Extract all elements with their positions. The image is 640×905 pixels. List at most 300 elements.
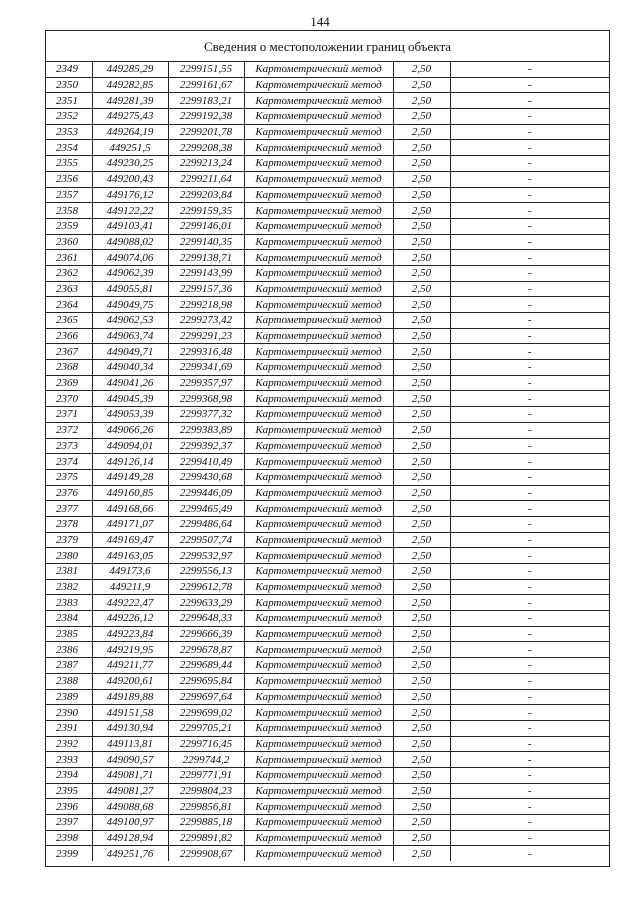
description-cell: - — [450, 454, 609, 470]
method-cell: Картометрический метод — [244, 564, 393, 580]
accuracy-cell: 2,50 — [393, 62, 450, 77]
accuracy-cell: 2,50 — [393, 124, 450, 140]
y-coordinate-cell: 2299140,35 — [168, 234, 244, 250]
y-coordinate-cell: 2299689,44 — [168, 658, 244, 674]
x-coordinate-cell: 449074,06 — [92, 250, 168, 266]
point-number-cell: 2387 — [46, 658, 92, 674]
table-row — [46, 752, 609, 768]
x-coordinate-cell: 449223,84 — [92, 626, 168, 642]
y-coordinate-cell: 2299291,23 — [168, 328, 244, 344]
table-row — [46, 720, 609, 736]
x-coordinate-cell: 449173,6 — [92, 564, 168, 580]
y-coordinate-cell: 2299203,84 — [168, 187, 244, 203]
point-number-cell: 2370 — [46, 391, 92, 407]
accuracy-cell: 2,50 — [393, 438, 450, 454]
table-row — [46, 375, 609, 391]
method-cell: Картометрический метод — [244, 93, 393, 109]
description-cell: - — [450, 281, 609, 297]
description-cell: - — [450, 579, 609, 595]
description-cell: - — [450, 265, 609, 281]
description-cell: - — [450, 140, 609, 156]
table-row — [46, 250, 609, 266]
method-cell: Картометрический метод — [244, 422, 393, 438]
table-row — [46, 422, 609, 438]
accuracy-cell: 2,50 — [393, 501, 450, 517]
y-coordinate-cell: 2299486,64 — [168, 516, 244, 532]
description-cell: - — [450, 344, 609, 360]
method-cell: Картометрический метод — [244, 548, 393, 564]
description-cell: - — [450, 360, 609, 376]
table-row — [46, 485, 609, 501]
method-cell: Картометрический метод — [244, 642, 393, 658]
x-coordinate-cell: 449168,66 — [92, 501, 168, 517]
y-coordinate-cell: 2299146,01 — [168, 218, 244, 234]
accuracy-cell: 2,50 — [393, 297, 450, 313]
table-row — [46, 328, 609, 344]
table-row — [46, 501, 609, 517]
method-cell: Картометрический метод — [244, 360, 393, 376]
point-number-cell: 2349 — [46, 62, 92, 77]
point-number-cell: 2355 — [46, 156, 92, 172]
y-coordinate-cell: 2299213,24 — [168, 156, 244, 172]
y-coordinate-cell: 2299383,89 — [168, 422, 244, 438]
accuracy-cell: 2,50 — [393, 171, 450, 187]
accuracy-cell: 2,50 — [393, 595, 450, 611]
y-coordinate-cell: 2299192,38 — [168, 109, 244, 125]
x-coordinate-cell: 449163,05 — [92, 548, 168, 564]
method-cell: Картометрический метод — [244, 234, 393, 250]
table-row — [46, 438, 609, 454]
point-number-cell: 2369 — [46, 375, 92, 391]
y-coordinate-cell: 2299695,84 — [168, 673, 244, 689]
method-cell: Картометрический метод — [244, 250, 393, 266]
method-cell: Картометрический метод — [244, 532, 393, 548]
description-cell: - — [450, 815, 609, 831]
method-cell: Картометрический метод — [244, 658, 393, 674]
point-number-cell: 2389 — [46, 689, 92, 705]
x-coordinate-cell: 449130,94 — [92, 720, 168, 736]
y-coordinate-cell: 2299446,09 — [168, 485, 244, 501]
table-row — [46, 344, 609, 360]
y-coordinate-cell: 2299377,32 — [168, 407, 244, 423]
x-coordinate-cell: 449088,68 — [92, 799, 168, 815]
x-coordinate-cell: 449053,39 — [92, 407, 168, 423]
description-cell: - — [450, 109, 609, 125]
table-row — [46, 62, 609, 77]
accuracy-cell: 2,50 — [393, 846, 450, 861]
table-row — [46, 705, 609, 721]
method-cell: Картометрический метод — [244, 752, 393, 768]
method-cell: Картометрический метод — [244, 815, 393, 831]
table-row — [46, 93, 609, 109]
accuracy-cell: 2,50 — [393, 218, 450, 234]
description-cell: - — [450, 203, 609, 219]
x-coordinate-cell: 449066,26 — [92, 422, 168, 438]
table-row — [46, 124, 609, 140]
x-coordinate-cell: 449081,71 — [92, 767, 168, 783]
point-number-cell: 2385 — [46, 626, 92, 642]
x-coordinate-cell: 449226,12 — [92, 611, 168, 627]
accuracy-cell: 2,50 — [393, 77, 450, 93]
point-number-cell: 2373 — [46, 438, 92, 454]
accuracy-cell: 2,50 — [393, 469, 450, 485]
x-coordinate-cell: 449040,34 — [92, 360, 168, 376]
y-coordinate-cell: 2299666,39 — [168, 626, 244, 642]
description-cell: - — [450, 516, 609, 532]
table-row — [46, 815, 609, 831]
method-cell: Картометрический метод — [244, 203, 393, 219]
table-row — [46, 516, 609, 532]
x-coordinate-cell: 449049,71 — [92, 344, 168, 360]
table-row — [46, 407, 609, 423]
method-cell: Картометрический метод — [244, 516, 393, 532]
method-cell: Картометрический метод — [244, 454, 393, 470]
accuracy-cell: 2,50 — [393, 548, 450, 564]
x-coordinate-cell: 449211,9 — [92, 579, 168, 595]
point-number-cell: 2366 — [46, 328, 92, 344]
x-coordinate-cell: 449122,22 — [92, 203, 168, 219]
page-number: 144 — [310, 14, 330, 29]
accuracy-cell: 2,50 — [393, 516, 450, 532]
method-cell: Картометрический метод — [244, 705, 393, 721]
method-cell: Картометрический метод — [244, 485, 393, 501]
method-cell: Картометрический метод — [244, 501, 393, 517]
point-number-cell: 2359 — [46, 218, 92, 234]
y-coordinate-cell: 2299341,69 — [168, 360, 244, 376]
point-number-cell: 2382 — [46, 579, 92, 595]
accuracy-cell: 2,50 — [393, 391, 450, 407]
description-cell: - — [450, 469, 609, 485]
x-coordinate-cell: 449149,28 — [92, 469, 168, 485]
method-cell: Картометрический метод — [244, 673, 393, 689]
description-cell: - — [450, 705, 609, 721]
x-coordinate-cell: 449090,57 — [92, 752, 168, 768]
point-number-cell: 2381 — [46, 564, 92, 580]
x-coordinate-cell: 449281,39 — [92, 93, 168, 109]
x-coordinate-cell: 449251,5 — [92, 140, 168, 156]
table-row — [46, 469, 609, 485]
table-row — [46, 548, 609, 564]
table-row — [46, 187, 609, 203]
point-number-cell: 2388 — [46, 673, 92, 689]
table-row — [46, 579, 609, 595]
y-coordinate-cell: 2299430,68 — [168, 469, 244, 485]
point-number-cell: 2350 — [46, 77, 92, 93]
point-number-cell: 2368 — [46, 360, 92, 376]
y-coordinate-cell: 2299648,33 — [168, 611, 244, 627]
accuracy-cell: 2,50 — [393, 720, 450, 736]
table-row — [46, 140, 609, 156]
accuracy-cell: 2,50 — [393, 313, 450, 329]
method-cell: Картометрический метод — [244, 328, 393, 344]
method-cell: Картометрический метод — [244, 297, 393, 313]
accuracy-cell: 2,50 — [393, 658, 450, 674]
x-coordinate-cell: 449041,26 — [92, 375, 168, 391]
table-row — [46, 171, 609, 187]
accuracy-cell: 2,50 — [393, 752, 450, 768]
description-cell: - — [450, 422, 609, 438]
table-row — [46, 532, 609, 548]
point-number-cell: 2399 — [46, 846, 92, 861]
accuracy-cell: 2,50 — [393, 454, 450, 470]
accuracy-cell: 2,50 — [393, 579, 450, 595]
point-number-cell: 2377 — [46, 501, 92, 517]
method-cell: Картометрический метод — [244, 124, 393, 140]
y-coordinate-cell: 2299208,38 — [168, 140, 244, 156]
accuracy-cell: 2,50 — [393, 705, 450, 721]
method-cell: Картометрический метод — [244, 846, 393, 861]
y-coordinate-cell: 2299410,49 — [168, 454, 244, 470]
coordinates-table-frame — [45, 30, 610, 867]
description-cell: - — [450, 297, 609, 313]
table-row — [46, 846, 609, 861]
accuracy-cell: 2,50 — [393, 799, 450, 815]
point-number-cell: 2374 — [46, 454, 92, 470]
description-cell: - — [450, 407, 609, 423]
y-coordinate-cell: 2299885,18 — [168, 815, 244, 831]
coordinates-table-body — [46, 62, 609, 861]
point-number-cell: 2360 — [46, 234, 92, 250]
point-number-cell: 2394 — [46, 767, 92, 783]
point-number-cell: 2358 — [46, 203, 92, 219]
accuracy-cell: 2,50 — [393, 328, 450, 344]
description-cell: - — [450, 124, 609, 140]
x-coordinate-cell: 449251,76 — [92, 846, 168, 861]
accuracy-cell: 2,50 — [393, 642, 450, 658]
y-coordinate-cell: 2299201,78 — [168, 124, 244, 140]
x-coordinate-cell: 449222,47 — [92, 595, 168, 611]
table-row — [46, 203, 609, 219]
description-cell: - — [450, 846, 609, 861]
point-number-cell: 2353 — [46, 124, 92, 140]
method-cell: Картометрический метод — [244, 281, 393, 297]
y-coordinate-cell: 2299804,23 — [168, 783, 244, 799]
description-cell: - — [450, 642, 609, 658]
table-row — [46, 736, 609, 752]
coordinates-table — [46, 62, 609, 861]
point-number-cell: 2352 — [46, 109, 92, 125]
point-number-cell: 2376 — [46, 485, 92, 501]
description-cell: - — [450, 548, 609, 564]
x-coordinate-cell: 449275,43 — [92, 109, 168, 125]
table-row — [46, 799, 609, 815]
table-row — [46, 156, 609, 172]
table-row — [46, 360, 609, 376]
x-coordinate-cell: 449160,85 — [92, 485, 168, 501]
y-coordinate-cell: 2299218,98 — [168, 297, 244, 313]
method-cell: Картометрический метод — [244, 736, 393, 752]
method-cell: Картометрический метод — [244, 109, 393, 125]
method-cell: Картометрический метод — [244, 783, 393, 799]
method-cell: Картометрический метод — [244, 830, 393, 846]
point-number-cell: 2379 — [46, 532, 92, 548]
method-cell: Картометрический метод — [244, 391, 393, 407]
x-coordinate-cell: 449200,43 — [92, 171, 168, 187]
accuracy-cell: 2,50 — [393, 360, 450, 376]
accuracy-cell: 2,50 — [393, 564, 450, 580]
description-cell: - — [450, 830, 609, 846]
description-cell: - — [450, 62, 609, 77]
accuracy-cell: 2,50 — [393, 736, 450, 752]
description-cell: - — [450, 736, 609, 752]
method-cell: Картометрический метод — [244, 626, 393, 642]
table-row — [46, 564, 609, 580]
description-cell: - — [450, 93, 609, 109]
description-cell: - — [450, 485, 609, 501]
x-coordinate-cell: 449094,01 — [92, 438, 168, 454]
accuracy-cell: 2,50 — [393, 783, 450, 799]
x-coordinate-cell: 449169,47 — [92, 532, 168, 548]
point-number-cell: 2393 — [46, 752, 92, 768]
method-cell: Картометрический метод — [244, 156, 393, 172]
description-cell: - — [450, 595, 609, 611]
point-number-cell: 2396 — [46, 799, 92, 815]
method-cell: Картометрический метод — [244, 611, 393, 627]
y-coordinate-cell: 2299532,97 — [168, 548, 244, 564]
description-cell: - — [450, 611, 609, 627]
table-row — [46, 77, 609, 93]
y-coordinate-cell: 2299161,67 — [168, 77, 244, 93]
y-coordinate-cell: 2299368,98 — [168, 391, 244, 407]
accuracy-cell: 2,50 — [393, 422, 450, 438]
description-cell: - — [450, 799, 609, 815]
point-number-cell: 2365 — [46, 313, 92, 329]
accuracy-cell: 2,50 — [393, 109, 450, 125]
method-cell: Картометрический метод — [244, 720, 393, 736]
accuracy-cell: 2,50 — [393, 485, 450, 501]
table-row — [46, 297, 609, 313]
table-row — [46, 673, 609, 689]
description-cell: - — [450, 250, 609, 266]
point-number-cell: 2391 — [46, 720, 92, 736]
method-cell: Картометрический метод — [244, 689, 393, 705]
x-coordinate-cell: 449055,81 — [92, 281, 168, 297]
point-number-cell: 2395 — [46, 783, 92, 799]
description-cell: - — [450, 532, 609, 548]
y-coordinate-cell: 2299151,55 — [168, 62, 244, 77]
y-coordinate-cell: 2299157,36 — [168, 281, 244, 297]
description-cell: - — [450, 658, 609, 674]
x-coordinate-cell: 449200,61 — [92, 673, 168, 689]
point-number-cell: 2362 — [46, 265, 92, 281]
y-coordinate-cell: 2299183,21 — [168, 93, 244, 109]
accuracy-cell: 2,50 — [393, 375, 450, 391]
y-coordinate-cell: 2299507,74 — [168, 532, 244, 548]
x-coordinate-cell: 449151,58 — [92, 705, 168, 721]
y-coordinate-cell: 2299908,67 — [168, 846, 244, 861]
description-cell: - — [450, 438, 609, 454]
y-coordinate-cell: 2299211,64 — [168, 171, 244, 187]
table-row — [46, 218, 609, 234]
method-cell: Картометрический метод — [244, 595, 393, 611]
point-number-cell: 2357 — [46, 187, 92, 203]
accuracy-cell: 2,50 — [393, 265, 450, 281]
table-row — [46, 642, 609, 658]
description-cell: - — [450, 673, 609, 689]
accuracy-cell: 2,50 — [393, 626, 450, 642]
accuracy-cell: 2,50 — [393, 830, 450, 846]
x-coordinate-cell: 449062,39 — [92, 265, 168, 281]
method-cell: Картометрический метод — [244, 77, 393, 93]
x-coordinate-cell: 449230,25 — [92, 156, 168, 172]
method-cell: Картометрический метод — [244, 218, 393, 234]
x-coordinate-cell: 449171,07 — [92, 516, 168, 532]
table-heading: Сведения о местоположении границ объекта — [46, 31, 609, 62]
point-number-cell: 2384 — [46, 611, 92, 627]
accuracy-cell: 2,50 — [393, 532, 450, 548]
accuracy-cell: 2,50 — [393, 140, 450, 156]
table-row — [46, 611, 609, 627]
table-row — [46, 391, 609, 407]
description-cell: - — [450, 720, 609, 736]
y-coordinate-cell: 2299705,21 — [168, 720, 244, 736]
accuracy-cell: 2,50 — [393, 203, 450, 219]
accuracy-cell: 2,50 — [393, 815, 450, 831]
description-cell: - — [450, 375, 609, 391]
accuracy-cell: 2,50 — [393, 611, 450, 627]
description-cell: - — [450, 187, 609, 203]
table-row — [46, 626, 609, 642]
point-number-cell: 2372 — [46, 422, 92, 438]
description-cell: - — [450, 564, 609, 580]
description-cell: - — [450, 156, 609, 172]
y-coordinate-cell: 2299143,99 — [168, 265, 244, 281]
accuracy-cell: 2,50 — [393, 234, 450, 250]
accuracy-cell: 2,50 — [393, 673, 450, 689]
point-number-cell: 2398 — [46, 830, 92, 846]
x-coordinate-cell: 449285,29 — [92, 62, 168, 77]
description-cell: - — [450, 626, 609, 642]
accuracy-cell: 2,50 — [393, 689, 450, 705]
x-coordinate-cell: 449126,14 — [92, 454, 168, 470]
accuracy-cell: 2,50 — [393, 767, 450, 783]
point-number-cell: 2367 — [46, 344, 92, 360]
table-row — [46, 689, 609, 705]
point-number-cell: 2375 — [46, 469, 92, 485]
y-coordinate-cell: 2299159,35 — [168, 203, 244, 219]
x-coordinate-cell: 449100,97 — [92, 815, 168, 831]
y-coordinate-cell: 2299856,81 — [168, 799, 244, 815]
table-row — [46, 265, 609, 281]
description-cell: - — [450, 77, 609, 93]
description-cell: - — [450, 689, 609, 705]
point-number-cell: 2364 — [46, 297, 92, 313]
y-coordinate-cell: 2299392,37 — [168, 438, 244, 454]
x-coordinate-cell: 449063,74 — [92, 328, 168, 344]
method-cell: Картометрический метод — [244, 344, 393, 360]
description-cell: - — [450, 501, 609, 517]
accuracy-cell: 2,50 — [393, 407, 450, 423]
y-coordinate-cell: 2299556,13 — [168, 564, 244, 580]
method-cell: Картометрический метод — [244, 62, 393, 77]
method-cell: Картометрический метод — [244, 375, 393, 391]
point-number-cell: 2380 — [46, 548, 92, 564]
x-coordinate-cell: 449211,77 — [92, 658, 168, 674]
method-cell: Картометрический метод — [244, 438, 393, 454]
accuracy-cell: 2,50 — [393, 344, 450, 360]
y-coordinate-cell: 2299138,71 — [168, 250, 244, 266]
point-number-cell: 2392 — [46, 736, 92, 752]
accuracy-cell: 2,50 — [393, 250, 450, 266]
method-cell: Картометрический метод — [244, 187, 393, 203]
accuracy-cell: 2,50 — [393, 187, 450, 203]
method-cell: Картометрический метод — [244, 140, 393, 156]
description-cell: - — [450, 218, 609, 234]
point-number-cell: 2363 — [46, 281, 92, 297]
x-coordinate-cell: 449282,85 — [92, 77, 168, 93]
table-row — [46, 454, 609, 470]
y-coordinate-cell: 2299273,42 — [168, 313, 244, 329]
